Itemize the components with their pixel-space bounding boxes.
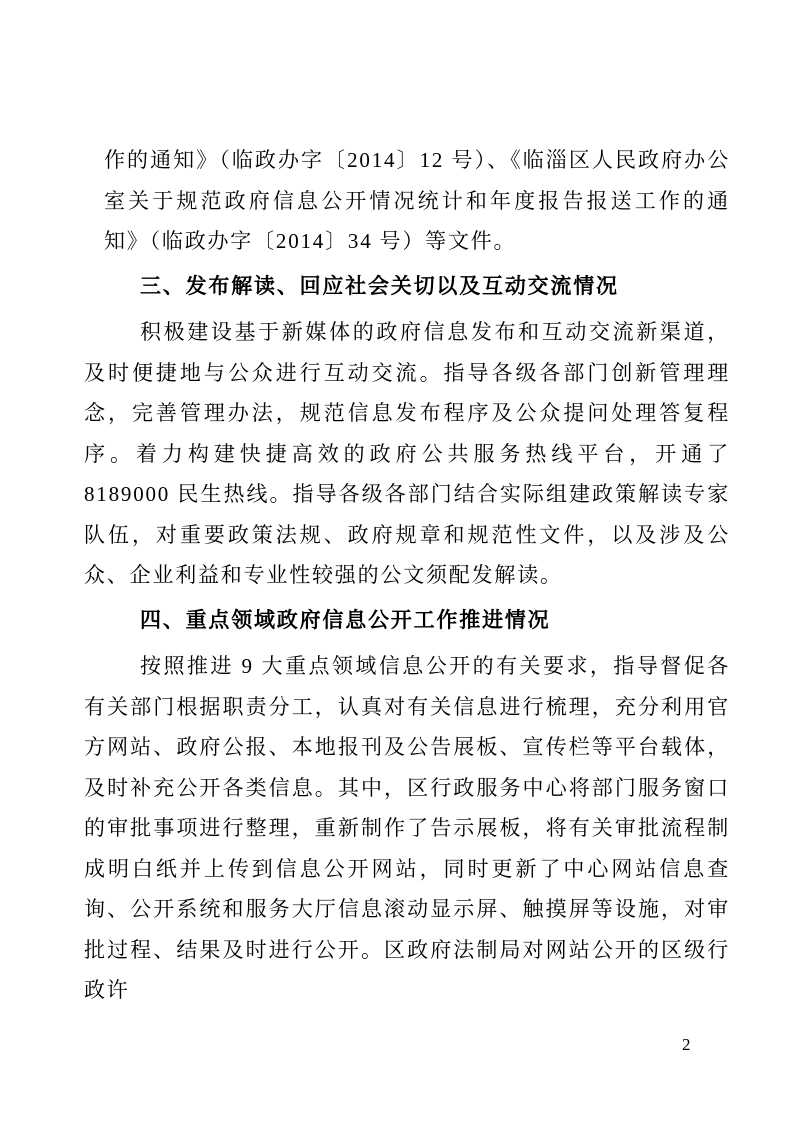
body-paragraph: 作的通知》（临政办字〔2014〕12 号）、《临淄区人民政府办公室关于规范政府信息公开情况统计和年度报告报送工作的通知》（临政办字〔2014〕34 号）等文件。: [104, 148, 730, 253]
section-heading: 四、重点领域政府信息公开工作推进情况: [140, 608, 551, 632]
body-paragraph: 按照推进 9 大重点领域信息公开的有关要求，指导督促各有关部门根据职责分工，认真对有关信息进行梳理，充分利用官方网站、政府公报、本地报刊及公告展板、宣传栏等平台载体，及时补充公开各类信息。其中，区行政服务中心将部门服务窗口的审批事项进行整理，重新制作了告示展板，将有关审批流程制成明白纸并上传到信息公开网站，同时更新了中心网站信息查询、公开系统和服务大厅信息滚动显示屏、触摸屏等设施，对审批过程、结果及时进行公开。区政府法制局对网站公开的区级行政许: [84, 654, 730, 1002]
body-paragraph: 积极建设基于新媒体的政府信息发布和互动交流新渠道，及时便捷地与公众进行互动交流。指导各级各部门创新管理理念，完善管理办法，规范信息发布程序及公众提问处理答复程序。着力构建快捷高效的政府公共服务热线平台，开通了 8189000 民生热线。指导各级各部门结合实际组建政策解读专家队伍，对重要政策法规、政府规章和规范性文件，以及涉及公众、企业利益和专业性较强的公文须配发解读。: [84, 320, 730, 587]
section-heading: 三、发布解读、回应社会关切以及互动交流情况: [140, 274, 619, 298]
document-body: [84, 140, 730, 1011]
page-number: 2: [682, 1035, 691, 1054]
